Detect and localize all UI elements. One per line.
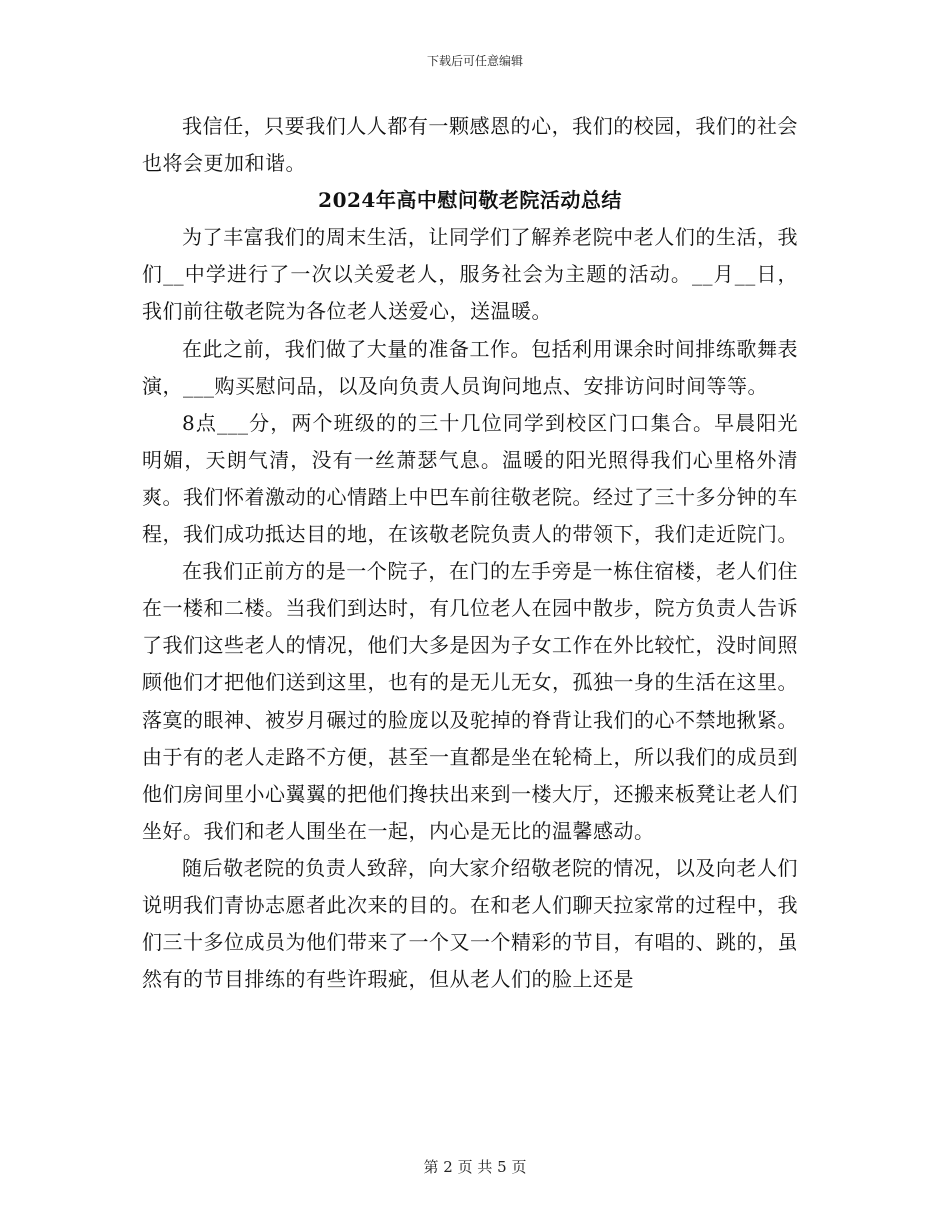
page-header: 下载后可任意编辑 [426, 54, 523, 68]
paragraph-3: 8点___分，两个班级的的三十几位同学到校区门口集合。早晨阳光明媚，天朗气清，没有一丝萧瑟气息。温暖的阳光照得我们心里格外清爽。我们怀着激动的心情踏上中巴车前往敬老院。经过了三十多分钟的车程，我们成功抵达目的地，在该敬老院负责人的带领下，我们走近院门。 [142, 410, 798, 547]
page-number: 第 2 页 共 5 页 [423, 1158, 527, 1176]
paragraph-5: 随后敬老院的负责人致辞，向大家介绍敬老院的情况，以及向老人们说明我们青协志愿者此次来的目的。在和老人们聊天拉家常的过程中，我们三十多位成员为他们带来了一个又一个精彩的节目，有唱的、跳的，虽然有的节目排练的有些许瑕疵，但从老人们的脸上还是 [142, 855, 798, 992]
paragraph-1: 为了丰富我们的周末生活，让同学们了解养老院中老人们的生活，我们__中学进行了一次以关爱老人，服务社会为主题的活动。__月__日，我们前往敬老院为各位老人送爱心，送温暖。 [142, 225, 798, 324]
paragraph-4: 在我们正前方的是一个院子，在门的左手旁是一栋住宿楼，老人们住在一楼和二楼。当我们到达时，有几位老人在园中散步，院方负责人告诉了我们这些老人的情况，他们大多是因为子女工作在外比较忙，没时间照顾他们才把他们送到这里，也有的是无儿无女，孤独一身的生活在这里。落寞的眼神、被岁月碾过的脸庞以及驼掉的脊背让我们的心不禁地揪紧。由于有的老人走路不方便，甚至一直都是坐在轮椅上，所以我们的成员到他们房间里小心翼翼的把他们搀扶出来到一楼大厅，还搬来板凳让老人们坐好。我们和老人围坐在一起，内心是无比的温馨感动。 [142, 559, 798, 843]
document-title: 2024年高中慰问敬老院活动总结 [318, 188, 622, 213]
paragraph-2: 在此之前，我们做了大量的准备工作。包括利用课余时间排练歌舞表演，___购买慰问品，以及向负责人员询问地点、安排访问时间等等。 [142, 336, 798, 398]
document-body [142, 108, 798, 998]
intro-paragraph: 我信任，只要我们人人都有一颗感恩的心，我们的校园，我们的社会也将会更加和谐。 [142, 114, 798, 176]
